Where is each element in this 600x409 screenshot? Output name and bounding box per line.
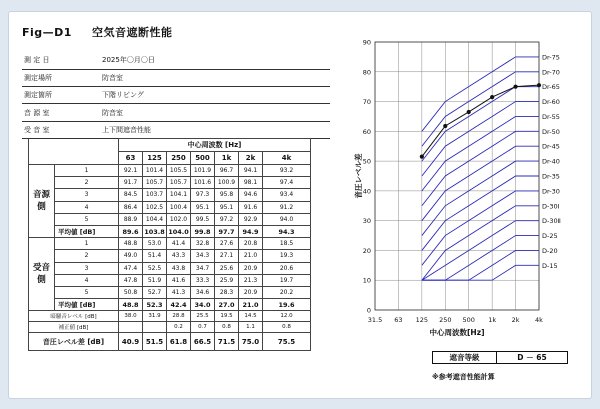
value-cell: 47.8 [119, 274, 143, 286]
value-cell: 95.1 [191, 201, 215, 213]
average-cell: 104.0 [167, 225, 191, 237]
average-cell: 94.9 [239, 225, 263, 237]
x-tick-label: 1k [488, 316, 497, 324]
curve-label: D-15 [542, 261, 558, 270]
value-cell: 101.4 [143, 165, 167, 177]
info-value: 防音室 [82, 104, 330, 121]
value-cell: 53.0 [143, 238, 167, 250]
table-row [29, 213, 311, 225]
y-tick-label: 10 [362, 276, 371, 285]
info-label: 測 定 日 [22, 52, 82, 69]
dark-noise-cell: 38.0 [119, 311, 143, 322]
row-number: 4 [55, 201, 119, 213]
x-tick-label: 250 [439, 316, 452, 324]
value-cell: 84.5 [119, 189, 143, 201]
value-cell: 105.5 [167, 165, 191, 177]
value-cell: 102.0 [167, 213, 191, 225]
value-cell: 92.9 [239, 213, 263, 225]
plot-frame [375, 42, 539, 310]
table-row [29, 177, 311, 189]
value-cell: 25.6 [215, 262, 239, 274]
figure-subtitle: 空気音遮断性能 [91, 26, 173, 39]
table-row [29, 274, 311, 286]
band-label: 125 [143, 152, 167, 165]
result-label: 音圧レベル差 [dB] [29, 333, 119, 351]
value-cell: 21.0 [239, 250, 263, 262]
y-tick-label: 20 [362, 246, 371, 255]
value-cell: 100.9 [215, 177, 239, 189]
result-cell: 66.5 [191, 333, 215, 351]
value-cell: 19.7 [263, 274, 311, 286]
curve-label: Dr-35 [542, 172, 560, 181]
value-cell: 28.3 [215, 286, 239, 298]
result-cell: 51.5 [143, 333, 167, 351]
average-label: 平均値 [dB] [55, 299, 119, 311]
grade-box [432, 351, 568, 364]
info-label: 測定箇所 [22, 87, 82, 104]
value-cell: 94.6 [239, 189, 263, 201]
average-row [29, 225, 311, 237]
value-cell: 95.1 [215, 201, 239, 213]
band-label: 500 [191, 152, 215, 165]
band-label: 4k [263, 152, 311, 165]
result-cell: 75.5 [263, 333, 311, 351]
y-tick-label: 90 [362, 38, 371, 47]
row-number: 4 [55, 274, 119, 286]
value-cell: 88.9 [119, 213, 143, 225]
band-label: 63 [119, 152, 143, 165]
table-row [29, 201, 311, 213]
value-cell: 101.6 [191, 177, 215, 189]
table-header-row [29, 139, 311, 152]
value-cell: 52.7 [143, 286, 167, 298]
curve-label: Dr-30 [542, 187, 560, 196]
value-cell: 93.4 [263, 189, 311, 201]
group-label: 音源側 [29, 165, 55, 238]
average-cell: 94.3 [263, 225, 311, 237]
correction-cell: 0.8 [263, 322, 311, 333]
average-cell: 48.8 [119, 299, 143, 311]
value-cell: 104.4 [143, 213, 167, 225]
result-row [29, 333, 311, 351]
value-cell: 52.5 [143, 262, 167, 274]
table-row [29, 262, 311, 274]
data-point [420, 155, 424, 159]
correction-cell: 0.7 [191, 322, 215, 333]
value-cell: 25.9 [215, 274, 239, 286]
average-cell: 99.8 [191, 225, 215, 237]
row-number: 2 [55, 177, 119, 189]
average-cell: 42.4 [167, 299, 191, 311]
x-tick-label: 31.5 [367, 316, 383, 324]
average-cell: 34.0 [191, 299, 215, 311]
curve-label: D-25 [542, 232, 558, 241]
row-number: 5 [55, 213, 119, 225]
calculation-note: ※参考遮音性能計算 [432, 373, 495, 381]
value-cell: 27.6 [215, 238, 239, 250]
value-cell: 91.6 [239, 201, 263, 213]
value-cell: 104.1 [167, 189, 191, 201]
figure-label: Fig—D1 [22, 26, 72, 39]
table-row [29, 189, 311, 201]
value-cell: 97.3 [191, 189, 215, 201]
info-row [22, 87, 330, 104]
sound-level-difference-chart [345, 28, 580, 348]
value-cell: 94.0 [263, 213, 311, 225]
measurement-info-table [22, 52, 330, 139]
value-cell: 94.1 [239, 165, 263, 177]
band-label: 2k [239, 152, 263, 165]
value-cell: 50.8 [119, 286, 143, 298]
value-cell: 43.8 [167, 262, 191, 274]
dark-noise-cell: 14.5 [239, 311, 263, 322]
value-cell: 41.6 [167, 274, 191, 286]
curve-label: Dr-50 [542, 127, 560, 136]
row-number: 3 [55, 189, 119, 201]
y-tick-label: 30 [362, 217, 371, 226]
measurement-data-table [28, 138, 311, 351]
y-axis-label: 音圧レベル差 [354, 153, 363, 199]
x-tick-label: 125 [415, 316, 429, 324]
average-cell: 89.6 [119, 225, 143, 237]
average-cell: 27.0 [215, 299, 239, 311]
data-point [490, 95, 494, 99]
average-row [29, 299, 311, 311]
value-cell: 101.9 [191, 165, 215, 177]
dark-noise-row [29, 311, 311, 322]
curve-label: Dr-55 [542, 112, 560, 121]
correction-row [29, 322, 311, 333]
value-cell: 48.8 [119, 238, 143, 250]
result-cell: 71.5 [215, 333, 239, 351]
y-tick-label: 60 [362, 127, 371, 136]
value-cell: 32.8 [191, 238, 215, 250]
row-number: 3 [55, 262, 119, 274]
correction-cell: 0.8 [215, 322, 239, 333]
value-cell: 96.7 [215, 165, 239, 177]
dark-noise-cell: 12.0 [263, 311, 311, 322]
average-cell: 21.0 [239, 299, 263, 311]
value-cell: 20.9 [239, 262, 263, 274]
dark-noise-cell: 19.5 [215, 311, 239, 322]
info-value: 2025年〇月〇日 [82, 52, 330, 69]
value-cell: 105.7 [167, 177, 191, 189]
value-cell: 91.7 [119, 177, 143, 189]
info-label: 測定場所 [22, 69, 82, 86]
y-tick-label: 0 [366, 306, 371, 315]
row-number: 2 [55, 250, 119, 262]
correction-cell [119, 322, 143, 333]
correction-cell: 1.1 [239, 322, 263, 333]
value-cell: 100.4 [167, 201, 191, 213]
band-label: 1k [215, 152, 239, 165]
row-number: 5 [55, 286, 119, 298]
result-cell: 61.8 [167, 333, 191, 351]
x-tick-label: 2k [511, 316, 520, 324]
value-cell: 105.7 [143, 177, 167, 189]
y-tick-label: 80 [362, 68, 371, 77]
average-cell: 19.6 [263, 299, 311, 311]
group-label: 受音側 [29, 238, 55, 311]
value-cell: 21.3 [239, 274, 263, 286]
value-cell: 98.1 [239, 177, 263, 189]
info-label: 受 音 室 [22, 121, 82, 138]
data-point [513, 85, 517, 89]
value-cell: 86.4 [119, 201, 143, 213]
table-row [29, 238, 311, 250]
curve-label: D-30Ⅰ [542, 202, 560, 211]
dark-noise-cell: 25.5 [191, 311, 215, 322]
average-label: 平均値 [dB] [55, 225, 119, 237]
value-cell: 18.5 [263, 238, 311, 250]
value-cell: 41.4 [167, 238, 191, 250]
curve-label: Dr-65 [542, 83, 560, 92]
curve-label: Dr-40 [542, 157, 560, 166]
x-tick-label: 500 [462, 316, 475, 324]
data-point [467, 110, 471, 114]
info-row [22, 69, 330, 86]
dark-noise-cell: 28.8 [167, 311, 191, 322]
y-tick-label: 40 [362, 187, 371, 196]
average-cell: 52.3 [143, 299, 167, 311]
info-value: 下階リビング [82, 87, 330, 104]
value-cell: 97.4 [263, 177, 311, 189]
value-cell: 20.2 [263, 286, 311, 298]
value-cell: 92.1 [119, 165, 143, 177]
grade-value: D － 65 [517, 353, 547, 362]
y-tick-label: 70 [362, 98, 371, 107]
info-value: 防音室 [82, 69, 330, 86]
x-tick-label: 4k [535, 316, 543, 324]
value-cell: 91.2 [263, 201, 311, 213]
value-cell: 43.3 [167, 250, 191, 262]
data-point [537, 83, 541, 87]
correction-cell [143, 322, 167, 333]
value-cell: 51.9 [143, 274, 167, 286]
curve-label: D-20 [542, 246, 558, 255]
value-cell: 20.9 [239, 286, 263, 298]
header-blank-cell [29, 139, 119, 165]
value-cell: 102.5 [143, 201, 167, 213]
curve-label: Dr-75 [542, 53, 560, 62]
value-cell: 34.3 [191, 250, 215, 262]
info-value: 上下間遮音性能 [82, 121, 330, 138]
dark-noise-cell: 31.9 [143, 311, 167, 322]
curve-label: Dr-60 [542, 98, 560, 107]
correction-label: 補正値 [dB] [29, 322, 119, 333]
info-row [22, 121, 330, 138]
average-cell: 103.8 [143, 225, 167, 237]
value-cell: 97.2 [215, 213, 239, 225]
table-row [29, 286, 311, 298]
dark-noise-label: 暗騒音レベル [dB] [29, 311, 119, 322]
row-number: 1 [55, 238, 119, 250]
band-header: 中心周波数 [Hz] [119, 139, 311, 152]
value-cell: 99.5 [191, 213, 215, 225]
result-cell: 75.0 [239, 333, 263, 351]
info-row [22, 52, 330, 69]
x-tick-label: 63 [394, 316, 403, 324]
data-point [443, 124, 447, 128]
grade-label: 遮音等級 [433, 352, 497, 363]
row-number: 1 [55, 165, 119, 177]
value-cell: 93.2 [263, 165, 311, 177]
figure-title [22, 24, 172, 40]
table-row [29, 165, 311, 177]
value-cell: 34.7 [191, 262, 215, 274]
average-cell: 97.7 [215, 225, 239, 237]
value-cell: 34.6 [191, 286, 215, 298]
value-cell: 20.8 [239, 238, 263, 250]
value-cell: 49.0 [119, 250, 143, 262]
value-cell: 33.3 [191, 274, 215, 286]
value-cell: 27.1 [215, 250, 239, 262]
band-label: 250 [167, 152, 191, 165]
value-cell: 47.4 [119, 262, 143, 274]
value-cell: 19.3 [263, 250, 311, 262]
x-axis-label: 中心周波数[Hz] [429, 328, 485, 337]
curve-label: D-30Ⅱ [542, 217, 561, 226]
value-cell: 103.7 [143, 189, 167, 201]
result-cell: 40.9 [119, 333, 143, 351]
info-row [22, 104, 330, 121]
value-cell: 41.3 [167, 286, 191, 298]
curve-label: Dr-45 [542, 142, 560, 151]
info-label: 音 源 室 [22, 104, 82, 121]
y-tick-label: 50 [362, 157, 371, 166]
curve-label: Dr-70 [542, 68, 560, 77]
table-row [29, 250, 311, 262]
correction-cell: 0.2 [167, 322, 191, 333]
value-cell: 95.8 [215, 189, 239, 201]
value-cell: 51.4 [143, 250, 167, 262]
value-cell: 20.6 [263, 262, 311, 274]
